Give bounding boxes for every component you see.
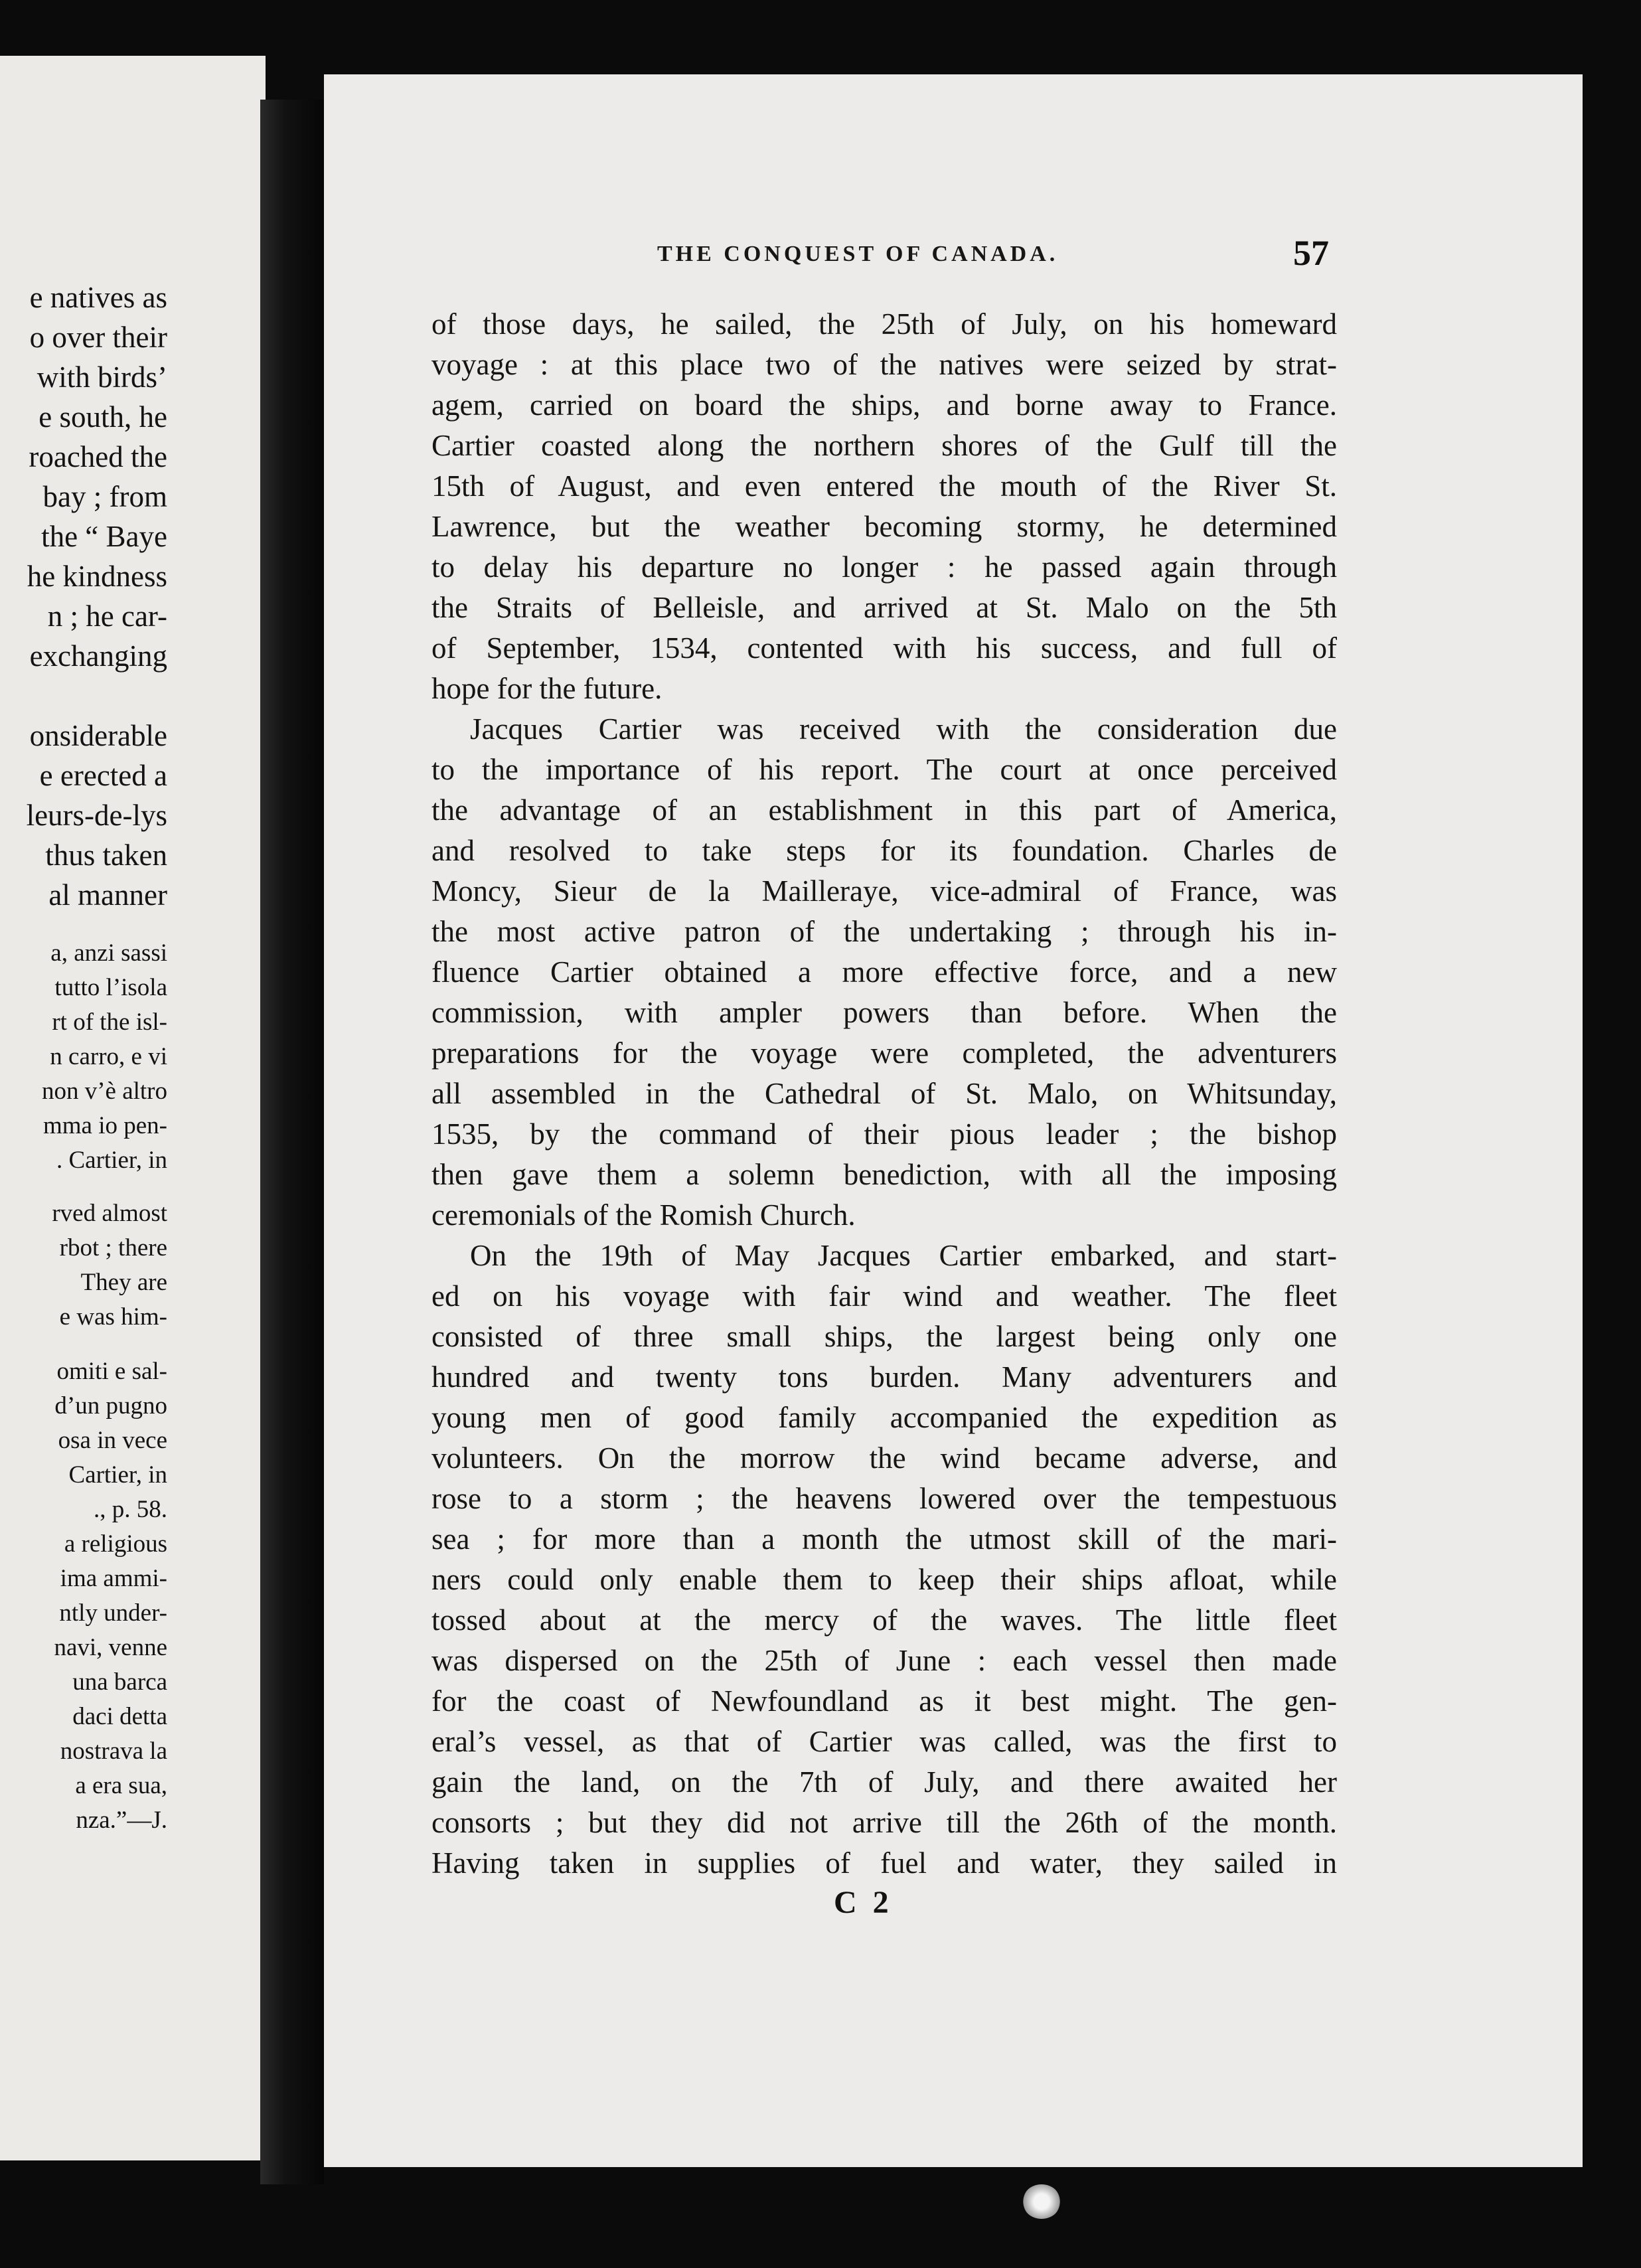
text-line: sea ; for more than a month the utmost skill of the mari- (431, 1522, 1337, 1556)
text-line: gain the land, on the 7th of July, and there awaited her (431, 1765, 1337, 1799)
left-line: roached the (29, 440, 167, 473)
text-line: Jacques Cartier was received with the consideration due (470, 712, 1337, 746)
text-line: the advantage of an establishment in this part of America, (431, 793, 1337, 827)
left-line: e erected a (39, 759, 167, 792)
left-footnote-line: . Cartier, in (56, 1147, 167, 1174)
text-line: preparations for the voyage were completed, the adventurers (431, 1036, 1337, 1070)
left-line: o over their (29, 321, 167, 354)
text-line: Lawrence, but the weather becoming stormy, he determined (431, 510, 1337, 543)
text-line: the Straits of Belleisle, and arrived at St. Malo on the 5th (431, 591, 1337, 624)
left-footnote-line: nza.”—J. (76, 1807, 167, 1834)
left-footnote-line: rt of the isl- (52, 1009, 167, 1036)
left-footnote-line: rbot ; there (59, 1234, 167, 1261)
left-page (0, 56, 266, 2160)
left-footnote-line: a religious (64, 1530, 167, 1558)
left-footnote-line: navi, venne (54, 1634, 167, 1661)
running-head: THE CONQUEST OF CANADA. (657, 242, 1059, 266)
left-line: the “ Baye (41, 520, 167, 553)
text-line: On the 19th of May Jacques Cartier embarked, and start- (470, 1239, 1337, 1272)
left-footnote-line: una barca (72, 1668, 167, 1696)
left-line: n ; he car- (47, 600, 167, 633)
text-line: and resolved to take steps for its foundation. Charles de (431, 834, 1337, 867)
text-line: was dispersed on the 25th of June : each vessel then made (431, 1644, 1337, 1677)
left-line: exchanging (29, 639, 167, 673)
left-line: with birds’ (37, 361, 167, 394)
text-line: all assembled in the Cathedral of St. Malo, on Whitsunday, (431, 1077, 1337, 1110)
left-line: al manner (48, 878, 167, 912)
book-gutter-shadow (260, 100, 324, 2184)
left-footnote-line: They are (80, 1269, 167, 1296)
text-line: Having taken in supplies of fuel and water, they sailed in (431, 1846, 1337, 1880)
text-line: voyage : at this place two of the natives were seized by strat- (431, 348, 1337, 381)
left-page-text (0, 56, 266, 2160)
text-line: eral’s vessel, as that of Cartier was called, was the first to (431, 1725, 1337, 1758)
text-line: tossed about at the mercy of the waves. The little fleet (431, 1603, 1337, 1637)
left-footnote-line: osa in vece (58, 1427, 167, 1454)
left-line: onsiderable (29, 719, 167, 752)
left-footnote-line: n carro, e vi (50, 1043, 167, 1070)
text-line: ners could only enable them to keep their ships afloat, while (431, 1563, 1337, 1596)
text-line: to delay his departure no longer : he passed again through (431, 550, 1337, 584)
text-line: then gave them a solemn benediction, with all the imposing (431, 1158, 1337, 1191)
left-line: e natives as (29, 281, 167, 314)
text-line: ed on his voyage with fair wind and weather. The fleet (431, 1279, 1337, 1313)
text-line: to the importance of his report. The court at once perceived (431, 753, 1337, 786)
left-footnote-line: omiti e sal- (56, 1358, 167, 1385)
left-footnote-line: nostrava la (60, 1738, 167, 1765)
left-line: e south, he (39, 400, 167, 434)
text-line: rose to a storm ; the heavens lowered over the tempestuous (431, 1482, 1337, 1515)
text-line: the most active patron of the undertaking ; through his in- (431, 915, 1337, 948)
scan-artifact (1022, 2184, 1061, 2219)
left-line: bay ; from (42, 480, 167, 513)
left-footnote-line: ima ammi- (60, 1565, 167, 1592)
left-footnote-line: daci detta (72, 1703, 167, 1730)
left-footnote-line: ntly under- (59, 1599, 167, 1627)
left-footnote-line: rved almost (52, 1200, 167, 1227)
text-line: consorts ; but they did not arrive till the 26th of the month. (431, 1806, 1337, 1839)
body-text (431, 304, 1337, 1884)
text-line: ceremonials of the Romish Church. (431, 1198, 856, 1232)
text-line: 1535, by the command of their pious leader ; the bishop (431, 1117, 1337, 1151)
text-line: hope for the future. (431, 672, 663, 705)
text-line: volunteers. On the morrow the wind became adverse, and (431, 1441, 1337, 1475)
text-line: young men of good family accompanied the expedition as (431, 1401, 1337, 1434)
text-line: Moncy, Sieur de la Mailleraye, vice-admiral of France, was (431, 874, 1337, 908)
text-line: Cartier coasted along the northern shores of the Gulf till the (431, 429, 1337, 462)
left-line: thus taken (45, 839, 167, 872)
text-line: agem, carried on board the ships, and borne away to France. (431, 388, 1337, 422)
left-footnote-line: non v’è altro (41, 1078, 167, 1105)
left-footnote-line: a era sua, (75, 1772, 167, 1799)
left-footnote-line: ., p. 58. (94, 1496, 167, 1523)
signature-mark: C 2 (834, 1885, 893, 1920)
left-footnote-line: a, anzi sassi (50, 939, 167, 967)
text-line: for the coast of Newfoundland as it best might. The gen- (431, 1684, 1337, 1718)
text-line: consisted of three small ships, the largest being only one (431, 1320, 1337, 1353)
text-line: of those days, he sailed, the 25th of July, on his homeward (431, 307, 1337, 341)
text-line: commission, with ampler powers than before. When the (431, 996, 1337, 1029)
page-number: 57 (1293, 233, 1329, 273)
text-line: hundred and twenty tons burden. Many adventurers and (431, 1360, 1337, 1394)
left-footnote-line: e was him- (59, 1303, 167, 1331)
left-footnote-line: d’un pugno (54, 1392, 167, 1419)
left-footnote-line: Cartier, in (68, 1461, 167, 1489)
left-footnote-line: mma io pen- (42, 1112, 167, 1139)
text-line: of September, 1534, contented with his success, and full of (431, 631, 1337, 665)
left-footnote-line: tutto l’isola (54, 974, 167, 1001)
text-line: 15th of August, and even entered the mouth of the River St. (431, 469, 1337, 503)
left-line: he kindness (27, 560, 167, 593)
text-line: fluence Cartier obtained a more effective force, and a new (431, 955, 1337, 989)
left-line: leurs-de-lys (26, 799, 167, 832)
